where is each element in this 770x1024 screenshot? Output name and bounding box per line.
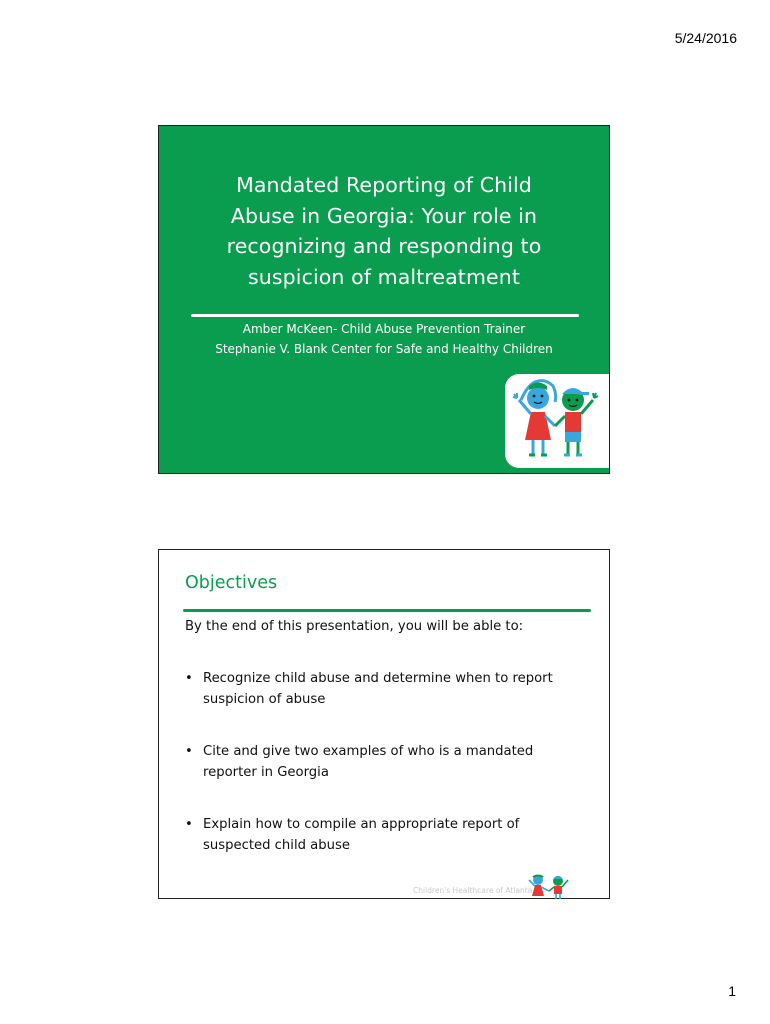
list-item-line: suspicion of abuse [203,692,326,707]
slide-subtitle [159,319,609,359]
slide-title-line: Mandated Reporting of Child [236,173,532,197]
children-holding-hands-icon [527,874,571,900]
title-slide [158,125,610,474]
list-item-line: Explain how to compile an appropriate report of [203,817,520,832]
page-date: 5/24/2016 [674,30,737,46]
list-item [185,741,595,783]
slide-title: Objectives [185,573,278,593]
list-item [185,668,595,710]
footer-text: Children's Healthcare of Atlanta [413,886,533,895]
bullet-icon: • [185,744,193,759]
objectives-intro: By the end of this presentation, you will be able to: [185,619,524,634]
slide-title-line: Abuse in Georgia: Your role in [230,203,538,228]
slide-title-line: recognizing and responding to [226,234,542,258]
children-holding-hands-icon [505,374,609,468]
list-item [185,814,595,856]
bullet-icon: • [185,817,193,832]
presenter-name: Amber McKeen- Child Abuse Prevention Trainer [242,322,526,336]
objectives-list [185,668,595,887]
objectives-slide [158,549,610,899]
page-number: 1 [728,983,736,999]
logo-panel [505,374,609,468]
slide-title [159,170,609,292]
list-item-line: suspected child abuse [203,838,350,853]
list-item-line: Recognize child abuse and determine when to report [203,671,553,686]
list-item-line: Cite and give two examples of who is a mandated [203,744,534,759]
organization-name: Stephanie V. Blank Center for Safe and Healthy Children [215,342,553,356]
list-item-line: reporter in Georgia [203,765,329,780]
bullet-icon: • [185,671,193,686]
title-divider [183,609,591,612]
slide-title-line: suspicion of maltreatment [248,264,520,289]
title-divider [191,314,579,317]
